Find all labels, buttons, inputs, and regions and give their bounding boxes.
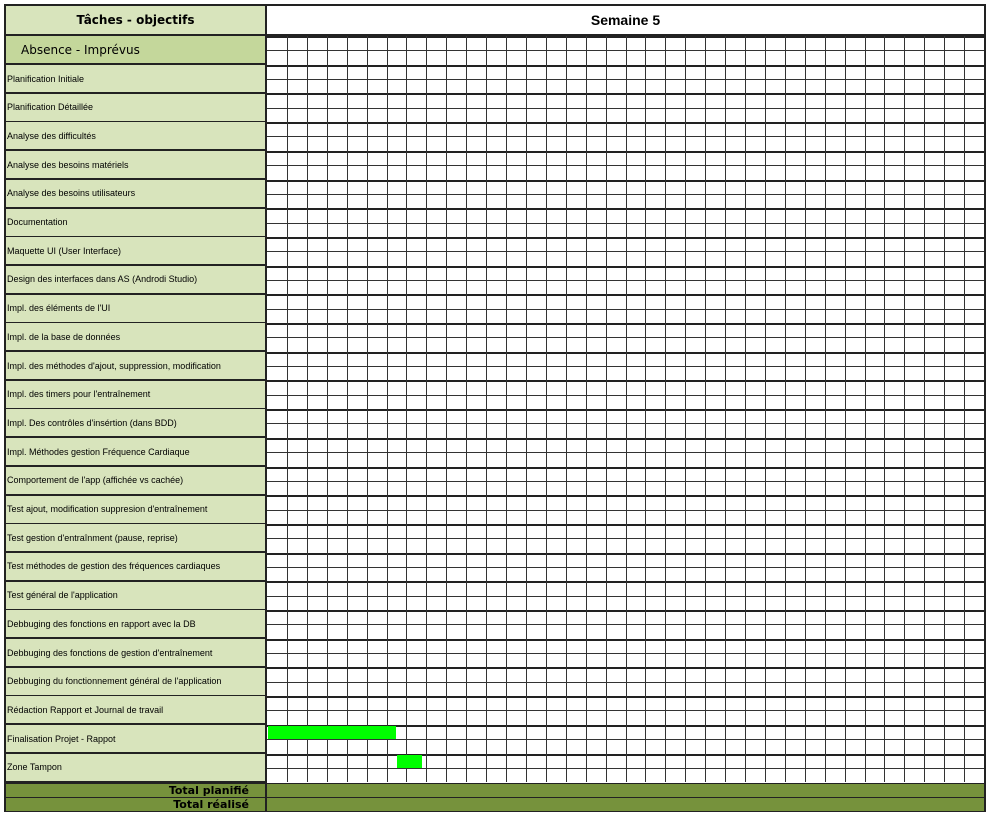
grid-column-line <box>825 36 826 782</box>
total-separator <box>265 798 267 811</box>
grid-column-line <box>805 36 806 782</box>
grid-column-line <box>387 36 388 782</box>
grid-column-line <box>865 36 866 782</box>
grid-column-line <box>327 36 328 782</box>
task-column-header[interactable]: Tâches - objectifs <box>6 6 267 36</box>
grid-column-line <box>705 36 706 782</box>
total-actual-label[interactable]: Total réalisé <box>173 798 249 811</box>
grid-column-line <box>426 36 427 782</box>
planning-sheet <box>4 4 986 812</box>
grid-column-line <box>924 36 925 782</box>
grid-column-line <box>884 36 885 782</box>
task-row[interactable]: Impl. des éléments de l'UI <box>6 295 267 324</box>
grid-column-line <box>526 36 527 782</box>
grid-column-line <box>446 36 447 782</box>
grid-column-line <box>606 36 607 782</box>
grid-column-line <box>406 36 407 782</box>
grid-column-line <box>685 36 686 782</box>
grid-column-line <box>645 36 646 782</box>
task-row[interactable]: Comportement de l'app (affichée vs cachée) <box>6 467 267 496</box>
grid-column-line <box>566 36 567 782</box>
task-row[interactable]: Debbuging des fonctions en rapport avec la DB <box>6 610 267 639</box>
task-row[interactable]: Design des interfaces dans AS (Androdi Studio) <box>6 266 267 295</box>
task-row[interactable]: Planification Détaillée <box>6 94 267 123</box>
grid-column-line <box>347 36 348 782</box>
task-row[interactable]: Impl. Des contrôles d'insértion (dans BDD) <box>6 409 267 438</box>
planned-bar[interactable] <box>268 726 396 739</box>
task-row[interactable]: Debbuging du fonctionnement général de l'application <box>6 668 267 697</box>
grid-column-line <box>845 36 846 782</box>
task-row[interactable]: Analyse des besoins utilisateurs <box>6 180 267 209</box>
week-header[interactable]: Semaine 5 <box>267 6 984 36</box>
task-row[interactable]: Test général de l'application <box>6 582 267 611</box>
grid-column-line <box>586 36 587 782</box>
grid-column-line <box>745 36 746 782</box>
task-row[interactable]: Finalisation Projet - Rappot <box>6 725 267 754</box>
task-row[interactable]: Maquette UI (User Interface) <box>6 237 267 266</box>
total-actual-row <box>6 797 984 811</box>
task-row[interactable]: Planification Initiale <box>6 65 267 94</box>
planned-bar[interactable] <box>397 755 422 768</box>
total-planned-row <box>6 783 984 797</box>
task-row[interactable]: Impl. des méthodes d'ajout, suppression, modification <box>6 352 267 381</box>
grid-column-line <box>367 36 368 782</box>
grid-column-line <box>506 36 507 782</box>
task-row[interactable]: Analyse des difficultés <box>6 122 267 151</box>
grid-column-line <box>287 36 288 782</box>
task-row[interactable]: Impl. de la base de données <box>6 323 267 352</box>
grid-column-line <box>466 36 467 782</box>
grid-column-line <box>765 36 766 782</box>
grid-column-line <box>307 36 308 782</box>
task-row[interactable]: Impl. Méthodes gestion Fréquence Cardiaque <box>6 438 267 467</box>
task-row[interactable]: Zone Tampon <box>6 754 267 783</box>
grid-column-line <box>964 36 965 782</box>
grid-column-line <box>725 36 726 782</box>
task-row[interactable]: Rédaction Rapport et Journal de travail <box>6 696 267 725</box>
grid-column-line <box>785 36 786 782</box>
task-row[interactable]: Test ajout, modification suppresion d'entraînement <box>6 496 267 525</box>
grid-column-line <box>546 36 547 782</box>
grid-column-line <box>944 36 945 782</box>
task-row[interactable]: Debbuging des fonctions de gestion d'entraînement <box>6 639 267 668</box>
schedule-grid <box>267 36 984 783</box>
task-row[interactable]: Test méthodes de gestion des fréquences cardiaques <box>6 553 267 582</box>
task-row[interactable]: Test gestion d'entraînment (pause, reprise) <box>6 524 267 553</box>
total-planned-label[interactable]: Total planifié <box>168 784 249 797</box>
grid-column-line <box>665 36 666 782</box>
task-row[interactable]: Analyse des besoins matériels <box>6 151 267 180</box>
absence-row-label[interactable]: Absence - Imprévus <box>6 36 267 65</box>
task-row[interactable]: Impl. des timers pour l'entraînement <box>6 381 267 410</box>
total-separator <box>265 784 267 797</box>
grid-column-line <box>486 36 487 782</box>
task-row[interactable]: Documentation <box>6 209 267 238</box>
grid-column-line <box>626 36 627 782</box>
grid-column-line <box>904 36 905 782</box>
